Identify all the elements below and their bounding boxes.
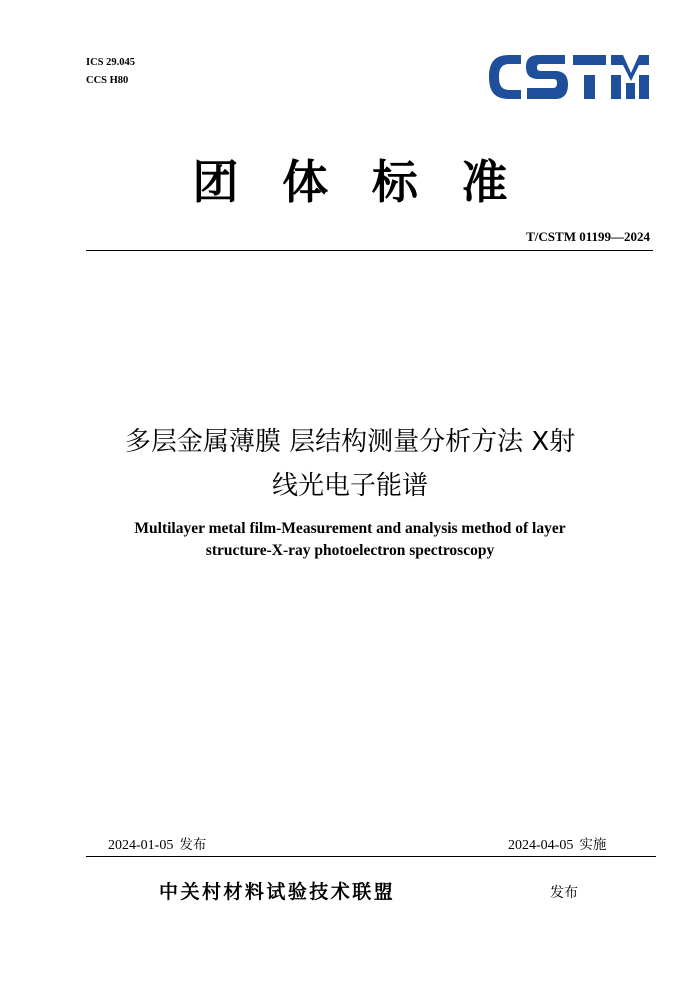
logo-letter-t-top [573, 55, 606, 65]
standard-number: T/CSTM 01199—2024 [526, 229, 650, 244]
issuer-name: 中关村材料试验技术联盟 [159, 881, 396, 903]
bottom-divider [86, 856, 656, 857]
logo-letter-m-left [611, 75, 621, 99]
logo-letter-c [489, 55, 521, 99]
logo-letter-m-right [639, 75, 649, 99]
implementation-date: 2024-04-05 [508, 838, 574, 853]
issuer-label: 发布 [550, 885, 578, 901]
logo-letter-t-stem [584, 75, 595, 99]
logo-letter-m-mid [626, 83, 635, 99]
chinese-title-line-2: 线光电子能谱 [271, 471, 428, 501]
implementation-label: 实施 [579, 837, 607, 853]
issue-label: 发布 [179, 837, 207, 853]
ccs-code: CCS H80 [86, 75, 129, 86]
classification-codes [86, 54, 135, 90]
cstm-logo [487, 53, 651, 101]
standard-type-heading: 团体标准 [192, 155, 552, 209]
ics-code: ICS 29.045 [86, 57, 136, 68]
chinese-title-line-1: 多层金属薄膜 层结构测量分析方法 X射 [124, 427, 576, 457]
issue-date-block [108, 833, 206, 854]
issue-date: 2024-01-05 [108, 838, 174, 853]
top-divider [86, 250, 653, 251]
english-title-line-2: structure-X-ray photoelectron spectroscopy [205, 542, 495, 559]
logo-letter-s [526, 55, 568, 99]
english-title [60, 518, 640, 562]
implementation-date-block [508, 833, 606, 854]
chinese-title [60, 420, 640, 508]
english-title-line-1: Multilayer metal film-Measurement and analysis method of layer [134, 520, 566, 537]
